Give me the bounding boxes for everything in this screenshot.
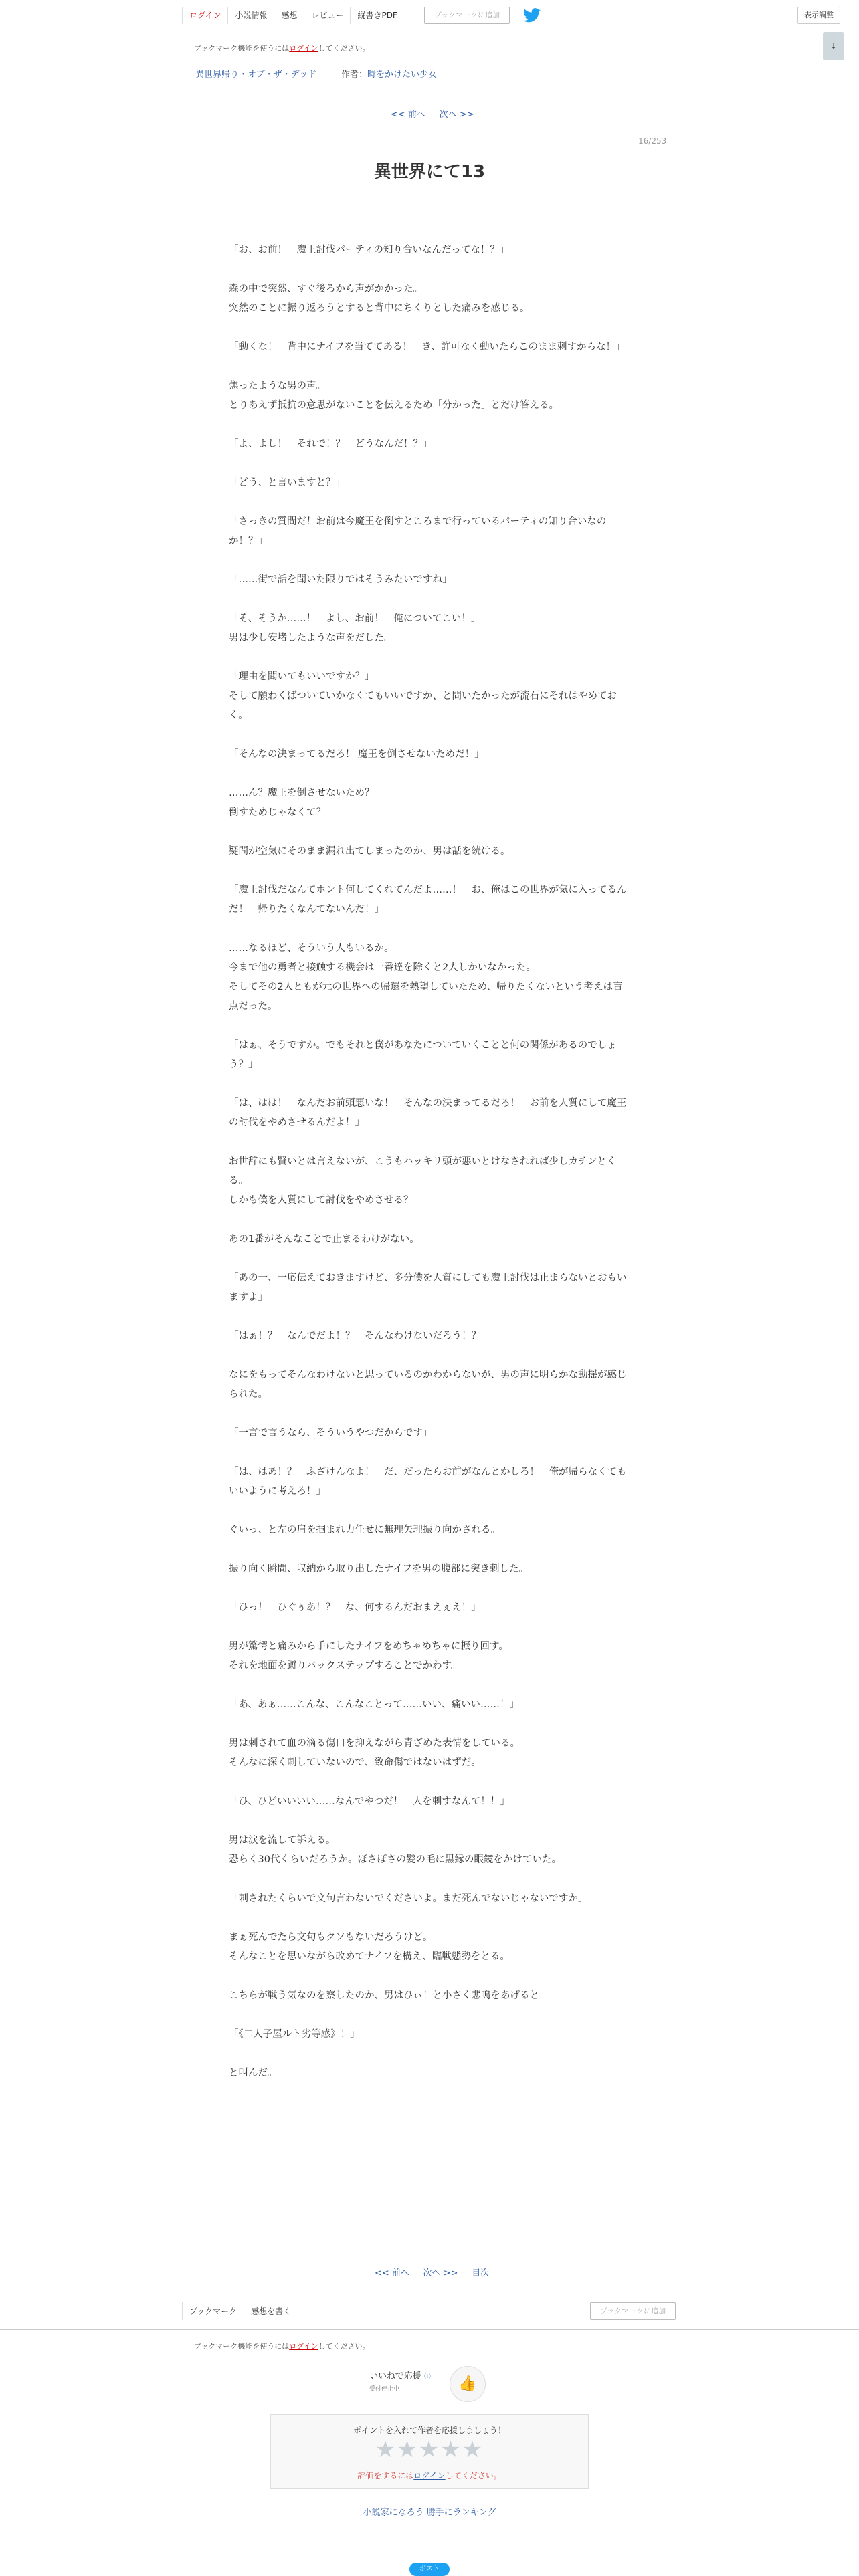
bottom-buttons <box>182 2302 298 2320</box>
nav-vertical-pdf[interactable]: 縦書きPDF <box>350 7 403 24</box>
novel-paragraph: 「どう、と言いますと？」 <box>229 477 345 488</box>
episode-count: 16/253 <box>638 136 667 146</box>
novel-paragraph: ぐいっ、と左の肩を掴まれ力任せに無理矢理振り向かされる。 <box>229 1525 500 1535</box>
notice-prefix: ブックマーク機能を使うには <box>194 44 290 53</box>
rating-msg-prefix: 評価をするには <box>357 2471 414 2480</box>
novel-paragraph: 「刺されたくらいで文句言わないでくださいよ。まだ死んでないじゃないですか」 <box>229 1893 588 1904</box>
iine-status: 受付停止中 <box>369 2386 400 2393</box>
novel-paragraph: お世辞にも賢いとは言えないが、こうもハッキリ頭が悪いとけなされれば少しカチンとくる。 しかも僕を人質にして討伐をやめさせる？ <box>229 1156 617 1206</box>
toc-link[interactable]: 目次 <box>472 2268 490 2278</box>
ranking-link[interactable]: 小説家になろう 勝手にランキング <box>363 2508 496 2518</box>
author-line <box>341 67 437 80</box>
twitter-share-button[interactable]: ポスト <box>409 2563 450 2576</box>
novel-paragraph: なにをもってそんなわけないと思っているのかわからないが、男の声に明らかな動揺が感じられた。 <box>229 1370 627 1400</box>
novel-paragraph: 「ひっ！ ひぐぅあ！？ な、何するんだおまえぇえ！」 <box>229 1602 481 1613</box>
novel-body <box>229 241 630 2103</box>
author-link[interactable]: 時をかけたい少女 <box>367 70 438 80</box>
novel-paragraph: 「はぁ、そうですか。でもそれと僕があなたについていくことと何の関係があるのでしょう？」 <box>229 1040 617 1070</box>
rating-msg-suffix: してください。 <box>445 2471 502 2480</box>
iine-block <box>369 2369 431 2393</box>
pager-top <box>391 107 474 120</box>
chapter-title: 異世界にて13 <box>373 162 486 182</box>
novel-paragraph: 男が驚愕と痛みから手にしたナイフをめちゃめちゃに振り回す。 それを地面を蹴りバックステップすることでかわす。 <box>229 1641 508 1671</box>
notice-login-link-bottom[interactable]: ログイン <box>289 2342 318 2351</box>
author-label: 作者： <box>341 70 368 80</box>
bookmark-add-button-bottom[interactable]: ブックマークに追加 <box>590 2302 676 2320</box>
novel-paragraph: 「一言で言うなら、そういうやつだからです」 <box>229 1428 433 1438</box>
notice-login-link[interactable]: ログイン <box>289 44 318 53</box>
novel-paragraph: 男は涙を流して訴える。 恐らく30代くらいだろうか。ぼさぼさの髪の毛に黒縁の眼鏡をかけていた。 <box>229 1835 561 1865</box>
novel-paragraph: 森の中で突然、すぐ後ろから声がかかった。 突然のことに振り返ろうとすると背中にちくりとした痛みを感じる。 <box>229 284 530 314</box>
nav-review[interactable]: レビュー <box>304 7 350 24</box>
rating-login-link[interactable]: ログイン <box>413 2471 446 2480</box>
prev-link[interactable]: << 前へ <box>391 110 425 120</box>
next-link[interactable]: 次へ >> <box>439 110 474 120</box>
novel-paragraph: 疑問が空気にそのまま漏れ出てしまったのか、男は話を続ける。 <box>229 846 510 857</box>
novel-paragraph: あの1番がそんなことで止まるわけがない。 <box>229 1234 419 1245</box>
top-bar <box>0 0 859 31</box>
next-link-bottom[interactable]: 次へ >> <box>423 2268 458 2278</box>
scroll-down-button[interactable]: ↓ <box>823 32 844 60</box>
novel-paragraph: 「そ、そうか……！ よし、お前！ 俺についてこい！」 男は少し安堵したような声をだした。 <box>229 613 481 643</box>
novel-paragraph: と叫んだ。 <box>229 2068 278 2078</box>
novel-paragraph: 「魔王討伐だなんてホント何してくれてんだよ……！ お、俺はこの世界が気に入ってるんだ！ 帰りたくなんてないんだ！」 <box>229 885 627 915</box>
thumbs-up-icon[interactable]: 👍 <box>450 2366 486 2402</box>
login-notice-bottom <box>194 2341 370 2351</box>
novel-paragraph: 「理由を聞いてもいいですか？」 そして願わくばついていかなくてもいいですか、と問いたかったが流石にそれはやめておく。 <box>229 671 617 721</box>
novel-paragraph: まぁ死んでたら文句もクソもないだろうけど。 そんなことを思いながら改めてナイフを構え、臨戦態勢をとる。 <box>229 1932 510 1962</box>
nav-impressions[interactable]: 感想 <box>274 7 304 24</box>
bookmark-button[interactable]: ブックマーク <box>182 2302 244 2320</box>
rating-login-message <box>271 2470 588 2481</box>
novel-paragraph: 「あ、あぁ……こんな、こんなことって……いい、痛いい……！」 <box>229 1699 519 1710</box>
bookmark-add-button[interactable]: ブックマークに追加 <box>424 7 510 24</box>
novel-paragraph: 「動くな！ 背中にナイフを当ててある！ き、許可なく動いたらこのまま刺すからな！」 <box>229 342 626 352</box>
novel-paragraph: 振り向く瞬間、収納から取り出したナイフを男の腹部に突き刺した。 <box>229 1564 529 1574</box>
nav-login[interactable]: ログイン <box>182 7 227 24</box>
display-settings-button[interactable]: 表示調整 <box>797 7 840 24</box>
nav-novel-info[interactable]: 小説情報 <box>227 7 274 24</box>
notice-prefix-bottom: ブックマーク機能を使うには <box>194 2342 290 2351</box>
pager-bottom <box>375 2266 489 2278</box>
series-link[interactable]: 異世界帰り・オブ・ザ・デッド <box>195 70 317 80</box>
notice-suffix-bottom: してください。 <box>318 2342 370 2351</box>
novel-paragraph: 「よ、よし！ それで！？ どうなんだ！？」 <box>229 439 433 449</box>
bottom-bar <box>0 2294 859 2330</box>
novel-paragraph: 「お、お前！ 魔王討伐パーティの知り合いなんだってな！？」 <box>229 245 510 255</box>
rating-box <box>270 2414 589 2489</box>
novel-paragraph: 「はぁ！？ なんでだよ！？ そんなわけないだろう！？」 <box>229 1331 491 1341</box>
novel-paragraph: 「さっきの質問だ！お前は今魔王を倒すところまで行っているパーティの知り合いなのか！？」 <box>229 516 607 546</box>
novel-paragraph: 「《二人子屋ルト劣等感》！」 <box>229 2029 360 2040</box>
write-impression-button[interactable]: 感想を書く <box>244 2302 298 2320</box>
novel-paragraph: 「は、はは！ なんだお前頭悪いな！ そんなの決まってるだろ！ お前を人質にして魔王の討伐をやめさせるんだよ！」 <box>229 1098 627 1128</box>
novel-paragraph: こちらが戦う気なのを察したのか、男はひぃ！と小さく悲鳴をあげると <box>229 1990 539 2001</box>
novel-paragraph: ……なるほど、そういう人もいるか。 今まで他の勇者と接触する機会は一番達を除くと2人しかいなかった。 そしてその2人ともが元の世界への帰還を熱望していたため、帰りたくないという考えは盲点だった。 <box>229 943 623 1012</box>
novel-paragraph: 男は刺されて血の滴る傷口を抑えながら青ざめた表情をしている。 そんなに深く刺していないので、致命傷ではないはずだ。 <box>229 1738 520 1768</box>
novel-paragraph: 「あの一、一応伝えておきますけど、多分僕を人質にしても魔王討伐は止まらないとおもいますよ」 <box>229 1273 627 1303</box>
top-nav <box>182 7 404 24</box>
iine-label: いいねで応援 <box>369 2371 421 2381</box>
rating-title: ポイントを入れて作者を応援しましょう！ <box>353 2426 506 2435</box>
novel-paragraph: 焦ったような男の声。 とりあえず抵抗の意思がないことを伝えるため「分かった」とだけ答える。 <box>229 381 559 411</box>
prev-link-bottom[interactable]: << 前へ <box>375 2268 409 2278</box>
help-icon[interactable]: ⓘ <box>423 2373 431 2381</box>
novel-paragraph: 「そんなの決まってるだろ！ 魔王を倒させないためだ！」 <box>229 749 484 760</box>
notice-suffix: してください。 <box>318 44 370 53</box>
star-rating[interactable]: ★★★★★ <box>375 2436 484 2463</box>
novel-paragraph: 「ひ、ひどいいいい……なんでやつだ！ 人を刺すなんて！！」 <box>229 1796 510 1807</box>
novel-paragraph: 「……街で話を聞いた限りではそうみたいですね」 <box>229 574 452 585</box>
novel-paragraph: 「は、はあ！？ ふざけんなよ！ だ、だったらお前がなんとかしろ！ 俺が帰らなくてもいいように考えろ！」 <box>229 1467 627 1497</box>
login-notice <box>194 43 370 53</box>
twitter-icon[interactable] <box>523 8 541 23</box>
novel-paragraph: ……ん？魔王を倒させないため？ 倒すためじゃなくて？ <box>229 788 375 818</box>
